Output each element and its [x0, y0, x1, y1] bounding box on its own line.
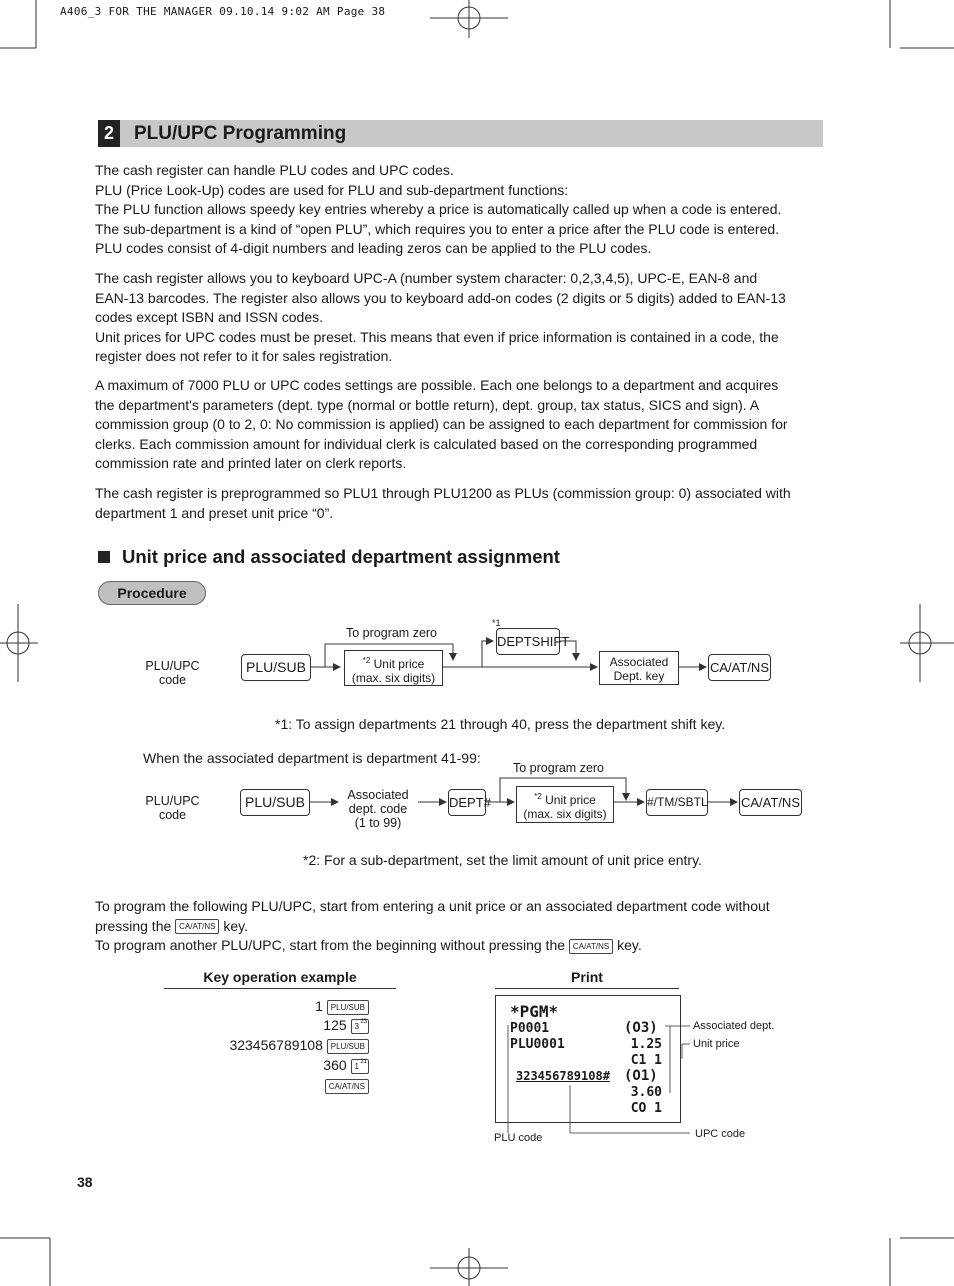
label-plu-code: PLU code [494, 1132, 543, 1144]
to-program-zero-label: To program zero [346, 626, 438, 640]
label-unit-price: Unit price [693, 1038, 740, 1050]
tm-sbtl-key: #/TM/SBTL [646, 789, 708, 816]
procedure-badge: Procedure [98, 581, 206, 605]
subsection-bullet [98, 551, 110, 563]
ca-at-ns-key: CA/AT/NS [708, 654, 771, 681]
unit-price-box: $^{*2}$ Unit price (max. six digits) [344, 650, 443, 686]
example-line-2: 125 3 23 [323, 1017, 367, 1033]
receipt-plu-code: P0001 [510, 1021, 550, 1036]
paragraph-preprogrammed: The cash register is preprogrammed so PLU1 through PLU1200 as PLUs (commission group: 0) associated with department 1 and preset unit price “0”. [95, 485, 791, 521]
receipt-dept-1: (O3) [624, 1020, 658, 1036]
subsection-title: Unit price and associated department assignment [122, 546, 560, 567]
example-line-1: 1 PLU/SUB [315, 998, 369, 1015]
deptshift-key: DEPTSHIFT [496, 628, 560, 655]
paragraph-intro: The cash register can handle PLU codes and UPC codes. PLU (Price Look-Up) codes are used for PLU and sub-department functions: The PLU function allows speedy key entries whereby a price is automatically called up when a code is entered. The sub-department is a kind of “open PLU”, which requires you to enter a price after the PLU code is entered. PLU codes consist of 4-digit numbers and leading zeros can be applied to the PLU codes. [95, 162, 782, 257]
receipt-dept-2: (O1) [624, 1068, 658, 1084]
diagram2-start-label: PLU/UPC code [145, 794, 200, 822]
associated-dept-key-box: Associated Dept. key [599, 651, 679, 685]
paragraph-upc: The cash register allows you to keyboard UPC-A (number system character: 0,2,3,4,5), UPC-E, EAN-8 and EAN-13 barcodes. The register also allows you to keyboard add-on codes (2 digits or 5 digits) added to EAN-13 codes except ISBN and ISSN codes. Unit prices for UPC codes must be preset. This means that even if price information is contained in a code, the register does not refer to it for sales registration. [95, 270, 786, 365]
diagram2-intro: When the associated department is department 41-99: [143, 750, 481, 766]
receipt-upc: 323456789108# [516, 1069, 610, 1083]
receipt-price-2: 3.60 [630, 1085, 662, 1100]
receipt-title: *PGM* [510, 1002, 559, 1021]
ca-at-ns-inline-key: CA/AT/NS [175, 919, 219, 934]
label-associated-dept: Associated dept. [693, 1020, 775, 1032]
receipt-commission-1: C1 1 [630, 1053, 662, 1068]
associated-dept-code-label: Associated dept. code (1 to 99) [347, 788, 409, 830]
plu-sub-key-2: PLU/SUB [240, 789, 310, 816]
print-header: A406_3 FOR THE MANAGER 09.10.14 9:02 AM Page 38 [60, 5, 386, 18]
key-operation-heading: Key operation example [164, 969, 396, 989]
label-upc-code: UPC code [695, 1128, 746, 1140]
diagram1-lines [0, 600, 954, 710]
receipt-callout-lines [490, 1015, 700, 1150]
receipt-commission-2: CO 1 [630, 1101, 662, 1116]
deptshift-footnote-mark: *1 [492, 618, 501, 628]
diagram2-footnote: *2: For a sub-department, set the limit amount of unit price entry. [303, 852, 702, 868]
section-number: 2 [98, 120, 120, 147]
receipt-price-1: 1.25 [630, 1037, 662, 1052]
ca-at-ns-inline-key-2: CA/AT/NS [569, 939, 613, 954]
example-line-5: CA/AT/NS [325, 1077, 369, 1094]
paragraph-maximum: A maximum of 7000 PLU or UPC codes settings are possible. Each one belongs to a department and acquires the department's parameters (dept. type (normal or bottle return), dept. group, tax status, SICS and sign). A commission group (0 to 2, 0: No commission is applied) can be assigned to each department for commission for clerks. Each commission amount for individual clerk is calculated based on the corresponding programmed commission rate and printed later on clerk reports. [95, 377, 788, 472]
to-program-zero-label-2: To program zero [513, 761, 605, 775]
example-line-4: 360 1 21 [323, 1057, 367, 1073]
print-heading: Print [495, 969, 679, 989]
page-number: 38 [77, 1174, 93, 1190]
diagram1-start-label: PLU/UPC code [145, 659, 200, 687]
unit-price-box-2: $^{*2}$ Unit price (max. six digits) [516, 786, 614, 823]
diagram1-footnote: *1: To assign departments 21 through 40, press the department shift key. [275, 716, 726, 732]
section-title: PLU/UPC Programming [134, 123, 347, 144]
example-line-3: 323456789108 PLU/SUB [229, 1037, 369, 1054]
dept-key: DEPT# [448, 789, 486, 816]
plu-sub-key: PLU/SUB [241, 654, 311, 681]
receipt-plu-line: PLU0001 [510, 1037, 565, 1052]
ca-at-ns-key-2: CA/AT/NS [739, 789, 802, 816]
instructions: To program the following PLU/UPC, start from entering a unit price or an associated department code without pressing the CA/AT/NS key. To program another PLU/UPC, start from the beginning without pressing the CA/AT/NS key. [95, 898, 770, 954]
